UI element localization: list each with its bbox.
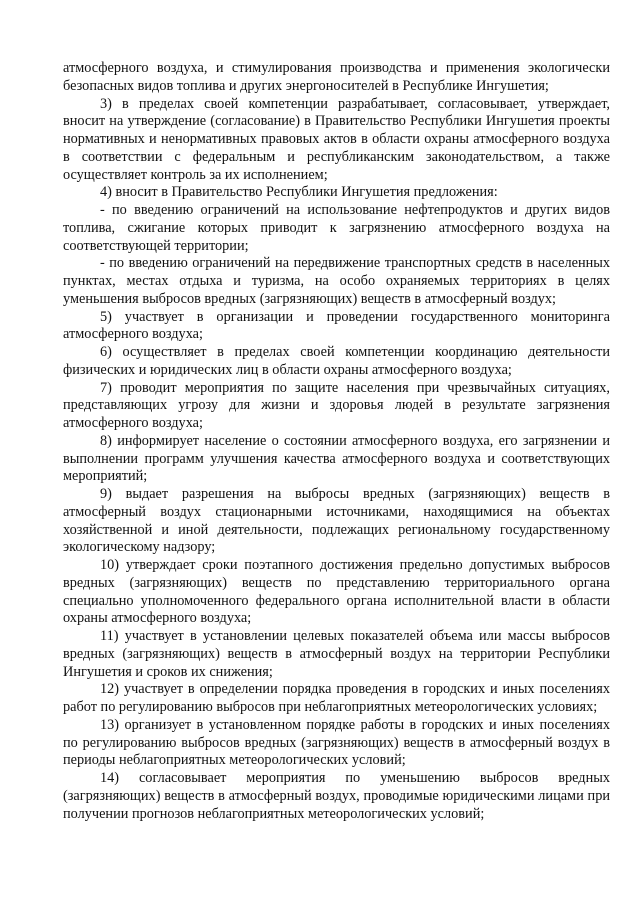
paragraph-item-4-sub-2: - по введению ограничений на передвижение транспортных средств в населенных пунктах, местах отдыха и туризма, на особо охраняемых территориях в целях уменьшения выбросов вредных (загрязняющих) веществ в атмосферный воздух; xyxy=(63,255,610,307)
paragraph-item-11: 11) участвует в установлении целевых показателей объема или массы выбросов вредных (загрязняющих) веществ в атмосферный воздух на территории Республики Ингушетия и сроков их снижения; xyxy=(63,628,610,680)
paragraph-item-4: 4) вносит в Правительство Республики Ингушетия предложения: xyxy=(100,184,498,201)
paragraph-item-12: 12) участвует в определении порядка проведения в городских и иных поселениях работ по регулированию выбросов при неблагоприятных метеорологических условиях; xyxy=(63,681,610,715)
paragraph-item-5: 5) участвует в организации и проведении государственного мониторинга атмосферного воздуха; xyxy=(63,308,610,343)
paragraph-item-9: 9) выдает разрешения на выбросы вредных (загрязняющих) веществ в атмосферный воздух стационарными источниками, находящимися на объектах хозяйственной и иной деятельности, подлежащих региональному государственному экологическому надзору; xyxy=(63,486,610,556)
document-page xyxy=(63,60,610,823)
paragraph-item-6: 6) осуществляет в пределах своей компетенции координацию деятельности физических и юридических лиц в области охраны атмосферного воздуха; xyxy=(63,344,610,378)
paragraph-item-3: 3) в пределах своей компетенции разрабатывает, согласовывает, утверждает, вносит на утверждение (согласование) в Правительство Республики Ингушетия проекты нормативных и ненормативных правовых актов в области охраны атмосферного воздуха в соответствии с федеральным и республиканским законодательством, а также осуществляет контроль за их исполнением; xyxy=(63,95,610,183)
paragraph-item-8: 8) информирует население о состоянии атмосферного воздуха, его загрязнении и выполнении программ улучшения качества атмосферного воздуха и соответствующих мероприятий; xyxy=(63,432,610,485)
paragraph-item-7: 7) проводит мероприятия по защите населения при чрезвычайных ситуациях, представляющих угрозу для жизни и здоровья людей в результате загрязнения атмосферного воздуха; xyxy=(63,379,610,431)
paragraph-item-14: 14) согласовывает мероприятия по уменьшению выбросов вредных (загрязняющих) веществ в атмосферный воздух, проводимые юридическими лицами при получении прогнозов неблагоприятных метеорологических условий; xyxy=(63,770,610,822)
paragraph-item-13: 13) организует в установленном порядке работы в городских и иных поселениях по регулированию выбросов вредных (загрязняющих) веществ в атмосферный воздух в периоды неблагоприятных метеорологических условий; xyxy=(63,716,610,769)
paragraph-continuation: атмосферного воздуха, и стимулирования производства и применения экологически безопасных видов топлива и других энергоносителей в Республике Ингушетия; xyxy=(63,60,610,94)
paragraph-item-4-sub-1: - по введению ограничений на использование нефтепродуктов и других видов топлива, сжигание которых приводит к загрязнению атмосферного воздуха на соответствующей территории; xyxy=(63,202,610,254)
paragraph-item-10: 10) утверждает сроки поэтапного достижения предельно допустимых выбросов вредных (загрязняющих) веществ по представлению территориального органа специально уполномоченного федерального органа исполнительной власти в области охраны атмосферного воздуха; xyxy=(63,557,610,627)
